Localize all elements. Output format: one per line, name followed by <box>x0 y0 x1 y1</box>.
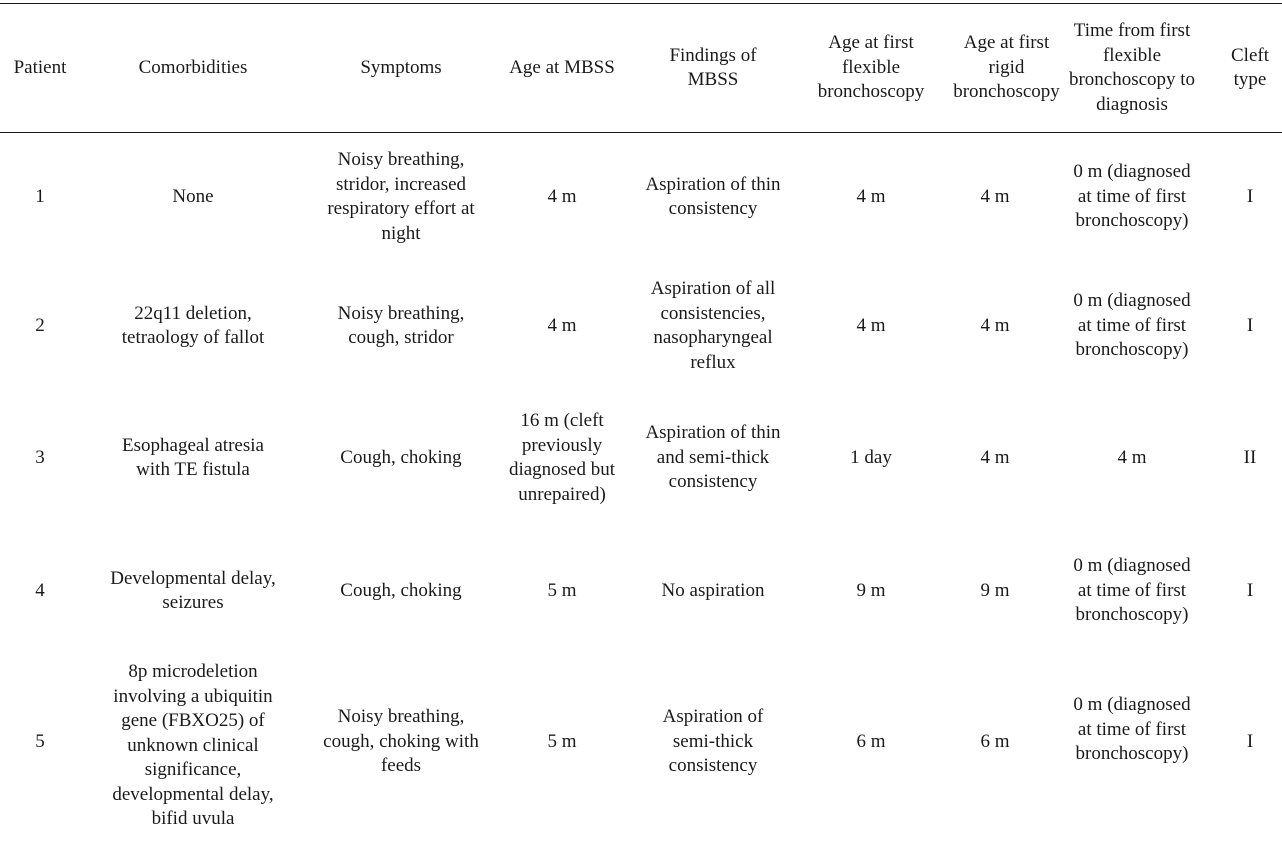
cell-time-diagnosis: 0 m (diagnosed at time of first bronchoscopy) <box>1073 555 1191 626</box>
table-row <box>0 262 1282 390</box>
patient-table <box>0 4 1282 856</box>
cell-cleft-type: I <box>1246 185 1254 207</box>
cell-symptoms: Cough, choking <box>340 446 462 468</box>
cell-symptoms: Cough, choking <box>340 579 462 601</box>
cell-symptoms: Noisy breathing, stridor, increased respiratory effort at night <box>327 149 475 244</box>
cell-age-flexible: 1 day <box>850 446 892 468</box>
cell-cleft-type: I <box>1246 579 1254 601</box>
header-cleft-type: Cleft type <box>1231 44 1269 90</box>
cell-age-flexible: 4 m <box>856 185 886 207</box>
cell-age-mbss: 16 m (cleft previously diagnosed but unrepaired) <box>508 410 616 505</box>
cell-patient: 2 <box>35 314 45 336</box>
cell-findings: Aspiration of thin consistency <box>645 173 781 219</box>
cell-cleft-type: II <box>1243 446 1257 468</box>
cell-age-mbss: 5 m <box>547 731 577 752</box>
cell-findings: No aspiration <box>661 579 765 601</box>
cell-time-diagnosis: 4 m <box>1117 446 1147 468</box>
cell-age-rigid: 4 m <box>980 314 1010 336</box>
cell-findings: Aspiration of semi-thick consistency <box>662 706 764 776</box>
table-row <box>0 390 1282 526</box>
table-row <box>0 132 1282 262</box>
cell-cleft-type: I <box>1246 314 1254 336</box>
cell-symptoms: Noisy breathing, cough, choking with feeds <box>323 706 479 776</box>
cell-patient: 1 <box>35 185 45 207</box>
table-row <box>0 526 1282 656</box>
header-age-rigid: Age at first rigid bronchoscopy <box>953 32 1060 103</box>
cell-findings: Aspiration of thin and semi-thick consistency <box>645 422 781 493</box>
cell-age-mbss: 4 m <box>547 185 577 207</box>
table-row <box>0 656 1282 856</box>
cell-age-rigid: 4 m <box>980 185 1010 207</box>
cell-time-diagnosis: 0 m (diagnosed at time of first bronchoscopy) <box>1073 161 1191 232</box>
cell-age-mbss: 5 m <box>547 579 577 601</box>
cell-cleft-type: I <box>1246 731 1254 752</box>
cell-comorbidities: 22q11 deletion, tetraology of fallot <box>121 302 265 348</box>
cell-comorbidities: None <box>172 185 214 207</box>
cell-symptoms: Noisy breathing, cough, stridor <box>337 302 465 348</box>
cell-age-rigid: 9 m <box>980 579 1010 601</box>
header-comorbidities: Comorbidities <box>138 56 248 78</box>
cell-age-rigid: 6 m <box>980 731 1010 752</box>
cell-age-rigid: 4 m <box>980 446 1010 468</box>
table-header-row <box>0 4 1282 132</box>
cell-time-diagnosis: 0 m (diagnosed at time of first bronchoscopy) <box>1073 694 1191 764</box>
cell-age-flexible: 6 m <box>856 731 886 752</box>
cell-age-flexible: 4 m <box>856 314 886 336</box>
header-symptoms: Symptoms <box>360 56 442 78</box>
header-patient: Patient <box>13 56 67 78</box>
cell-patient: 3 <box>35 446 45 468</box>
header-age-flexible: Age at first flexible bronchoscopy <box>817 32 925 103</box>
header-findings-mbss: Findings of MBSS <box>669 44 757 90</box>
cell-comorbidities: Developmental delay, seizures <box>110 567 276 613</box>
cell-comorbidities: 8p microdeletion involving a ubiquitin gene (FBXO25) of unknown clinical significance, developmental delay, bifid uvula <box>112 661 274 829</box>
header-time-diagnosis: Time from first flexible bronchoscopy to diagnosis <box>1068 20 1196 115</box>
cell-findings: Aspiration of all consistencies, nasopharyngeal reflux <box>650 278 776 373</box>
cell-comorbidities: Esophageal atresia with TE fistula <box>122 434 264 480</box>
cell-time-diagnosis: 0 m (diagnosed at time of first bronchoscopy) <box>1073 290 1191 361</box>
cell-patient: 5 <box>35 731 45 752</box>
cell-patient: 4 <box>35 579 45 601</box>
cell-age-mbss: 4 m <box>547 314 577 336</box>
cell-age-flexible: 9 m <box>856 579 886 601</box>
header-age-mbss: Age at MBSS <box>509 56 615 78</box>
